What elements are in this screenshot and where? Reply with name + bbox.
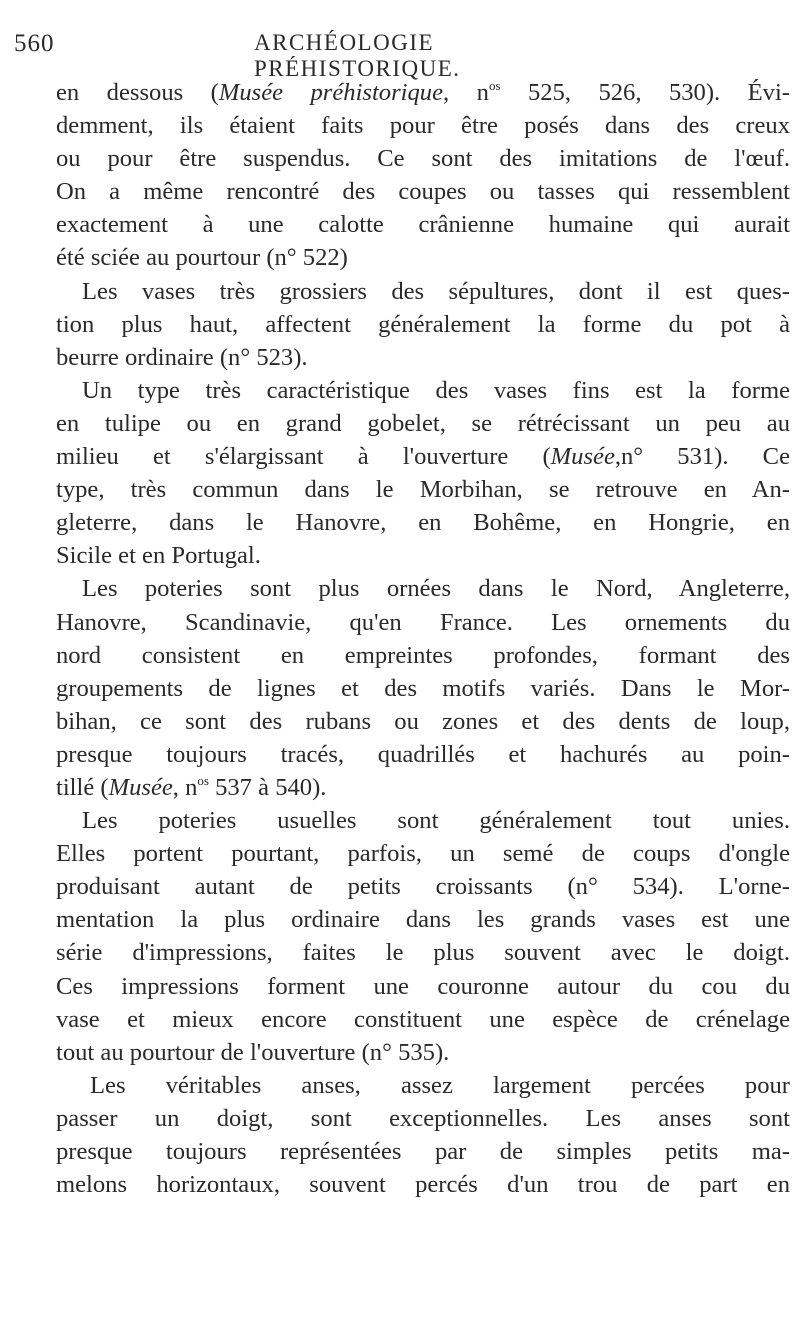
body-text (56, 76, 790, 1201)
text-run: en dessous ( (56, 79, 219, 106)
text-line: presque toujours tracés, quadrillés et hachurés au poin- (56, 740, 790, 768)
page-number: 560 (14, 30, 55, 57)
text-line: groupements de lignes et des motifs variés. Dans le Mor- (56, 674, 790, 702)
italic-reference: Musée préhistorique (218, 79, 444, 106)
paragraph-start-line: Les vases très grossiers des sépultures, dont il est ques- (82, 277, 790, 305)
text-run: milieu et s'élargissant à l'ouverture ( (56, 443, 551, 471)
italic-reference: Musée (550, 443, 615, 471)
paragraph-start-line: Les véritables anses, assez largement percées pour (90, 1071, 790, 1099)
text-line: été sciée au pourtour (n° 522) (56, 244, 348, 272)
text-line: On a même rencontré des coupes ou tasses qui ressemblent (56, 178, 790, 206)
text-line: Hanovre, Scandinavie, qu'en France. Les ornements du (56, 608, 790, 636)
paragraph-start-line: Les poteries usuelles sont généralement tout unies. (82, 807, 790, 835)
text-line: tout au pourtour de l'ouverture (n° 535). (56, 1038, 450, 1066)
text-run: 537 à 540). (208, 773, 327, 801)
text-run: 525, 526, 530). Évi- (500, 79, 790, 106)
text-line: type, très commun dans le Morbihan, se retrouve en An- (56, 476, 790, 504)
paragraph-start-line: Un type très caractéristique des vases fins est la forme (82, 376, 790, 404)
text-run: tillé ( (56, 773, 109, 801)
text-line: tion plus haut, affectent généralement la forme du pot à (56, 310, 790, 338)
text-line: beurre ordinaire (n° 523). (56, 343, 308, 371)
text-line: Sicile et en Portugal. (56, 542, 261, 570)
text-line: mentation la plus ordinaire dans les grands vases est une (56, 906, 790, 934)
superscript: os (197, 772, 209, 788)
text-run: , n (443, 79, 489, 106)
italic-reference: Musée (108, 773, 173, 801)
text-line: gleterre, dans le Hanovre, en Bohême, en Hongrie, en (56, 509, 790, 537)
text-line (56, 440, 790, 473)
text-line (56, 76, 790, 109)
text-line: Ces impressions forment une couronne autour du cou du (56, 972, 790, 1000)
text-line: exactement à une calotte crânienne humaine qui aurait (56, 211, 790, 239)
text-line: presque toujours représentées par de simples petits ma- (56, 1138, 790, 1165)
text-line (56, 771, 790, 804)
running-title: ARCHÉOLOGIE PRÉHISTORIQUE. (254, 30, 461, 81)
text-line: nord consistent en empreintes profondes, formant des (56, 641, 790, 669)
text-line: passer un doigt, sont exceptionnelles. Les anses sont (56, 1104, 790, 1132)
text-run: ,n° 531). Ce (614, 443, 790, 471)
text-line: produisant autant de petits croissants (n° 534). L'orne- (56, 873, 790, 901)
text-line: Elles portent pourtant, parfois, un semé de coups d'ongle (56, 840, 790, 868)
text-run: , n (172, 773, 198, 801)
page-header (14, 30, 614, 81)
text-line: série d'impressions, faites le plus souvent avec le doigt. (56, 939, 790, 967)
paragraph-start-line: Les poteries sont plus ornées dans le Nord, Angleterre, (82, 575, 790, 603)
text-line: en tulipe ou en grand gobelet, se rétrécissant un peu au (56, 409, 790, 437)
text-line: bihan, ce sont des rubans ou zones et des dents de loup, (56, 707, 790, 735)
superscript: os (488, 78, 501, 93)
text-line: ou pour être suspendus. Ce sont des imitations de l'œuf. (56, 145, 790, 173)
text-line: demment, ils étaient faits pour être posés dans des creux (56, 112, 790, 140)
text-line: vase et mieux encore constituent une espèce de crénelage (56, 1005, 790, 1033)
text-line: melons horizontaux, souvent percés d'un trou de part en (56, 1171, 790, 1199)
